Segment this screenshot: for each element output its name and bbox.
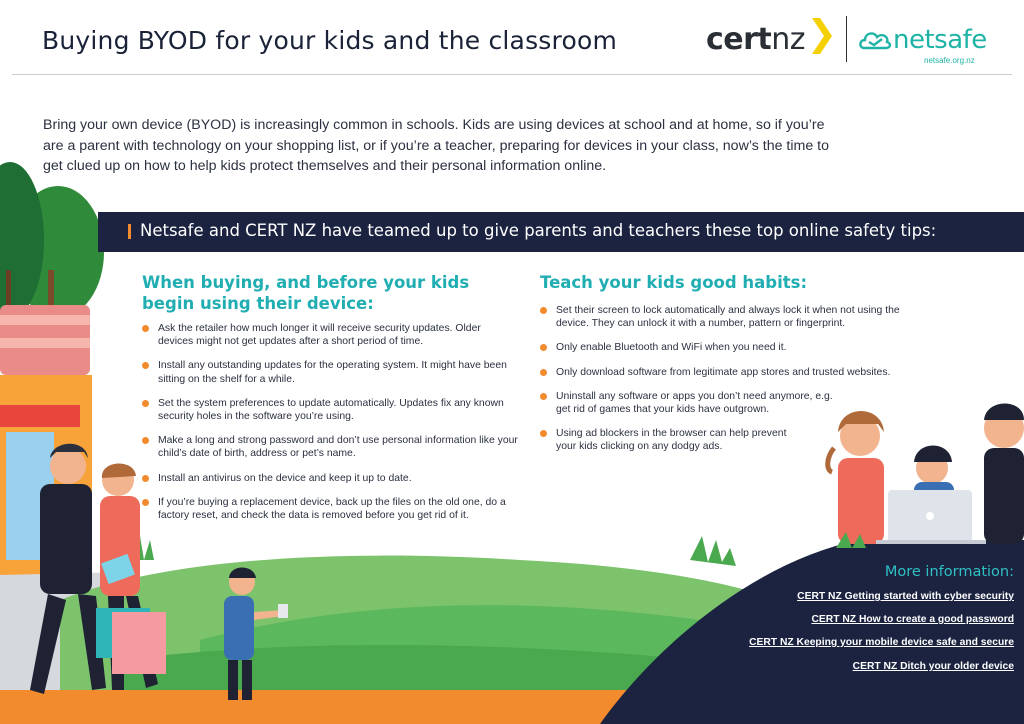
list-item xyxy=(540,341,920,354)
list-item xyxy=(142,434,518,460)
list-item xyxy=(142,397,518,423)
list-item-text: Make a long and strong password and don’t use personal information like your child’s date of birth, address or pet’s name. xyxy=(158,435,518,460)
link-getting-started[interactable]: CERT NZ Getting started with cyber security xyxy=(797,591,1014,602)
habits-list xyxy=(540,304,920,454)
list-item-text: Using ad blockers in the browser can help prevent your kids clicking on any dodgy ads. xyxy=(556,428,787,453)
link-mobile-device-safe[interactable]: CERT NZ Keeping your mobile device safe and secure xyxy=(749,637,1014,648)
bullet-dot xyxy=(142,475,149,482)
bullet-dot xyxy=(142,362,149,369)
bullet-dot xyxy=(142,437,149,444)
link-good-password[interactable]: CERT NZ How to create a good password xyxy=(811,614,1014,625)
buying-list xyxy=(142,322,518,522)
list-item xyxy=(142,322,518,348)
bullet-dot xyxy=(540,393,547,400)
list-item-text: Set the system preferences to update automatically. Updates fix any known security holes in the software you’re using. xyxy=(158,397,504,423)
page-title: Buying BYOD for your kids and the classroom xyxy=(42,26,617,55)
bullet-dot xyxy=(540,307,547,314)
list-item-text: Only enable Bluetooth and WiFi when you need it. xyxy=(556,342,787,354)
bullet-dot xyxy=(142,325,149,332)
bullet-dot xyxy=(142,499,149,506)
bullet-dot xyxy=(540,430,547,437)
netsafe-logo-url: netsafe.org.nz xyxy=(924,56,975,65)
netsafe-logo-text: netsafe xyxy=(893,25,987,55)
bullet-dot xyxy=(540,369,547,376)
list-item xyxy=(142,472,518,485)
list-item xyxy=(540,427,796,453)
banner-text: Netsafe and CERT NZ have teamed up to give parents and teachers these top online safety tips: xyxy=(140,221,937,240)
list-item-text: If you’re buying a replacement device, back up the files on the old one, do a factory reset, and check the data is removed before you get rid of it. xyxy=(158,496,506,522)
habits-section-title: Teach your kids good habits: xyxy=(540,273,808,292)
list-item-text: Only download software from legitimate app stores and trusted websites. xyxy=(556,366,891,378)
banner-accent-bar xyxy=(128,224,131,239)
bullet-dot xyxy=(142,400,149,407)
list-item-text: Uninstall any software or apps you don’t need anymore, e.g. get rid of games that your kids have outgrown. xyxy=(556,390,833,416)
tips-banner xyxy=(98,212,1024,252)
list-item xyxy=(540,390,840,416)
certnz-logo-nz: nz xyxy=(771,22,806,57)
list-item-text: Install an antivirus on the device and keep it up to date. xyxy=(158,472,412,484)
more-info-title: More information: xyxy=(884,564,1014,580)
list-item xyxy=(142,496,518,522)
list-item-text: Install any outstanding updates for the operating system. It might have been sitting on the shelf for a while. xyxy=(158,360,507,385)
bullet-dot xyxy=(540,344,547,351)
list-item-text: Ask the retailer how much longer it will receive security updates. Older devices might not get updates after a short period of time. xyxy=(158,323,481,348)
certnz-logo-cert: cert xyxy=(706,22,772,57)
buying-section-title: When buying, and before your kids begin using their device: xyxy=(142,273,470,313)
list-item xyxy=(142,359,518,385)
link-ditch-older-device[interactable]: CERT NZ Ditch your older device xyxy=(852,661,1014,672)
list-item-text: Set their screen to lock automatically and always lock it when not using the device. They can unlock it with a number, pattern or fingerprint. xyxy=(556,305,900,330)
list-item xyxy=(540,366,920,379)
list-item xyxy=(540,304,920,330)
intro-paragraph: Bring your own device (BYOD) is increasingly common in schools. Kids are using devices at school and at home, so if you’re are a parent with technology on your shopping list, or if you’re a teacher, preparing for devices in your class, now’s the time to get clued up on how to help kids protect themselves and their personal information online. xyxy=(43,117,829,174)
